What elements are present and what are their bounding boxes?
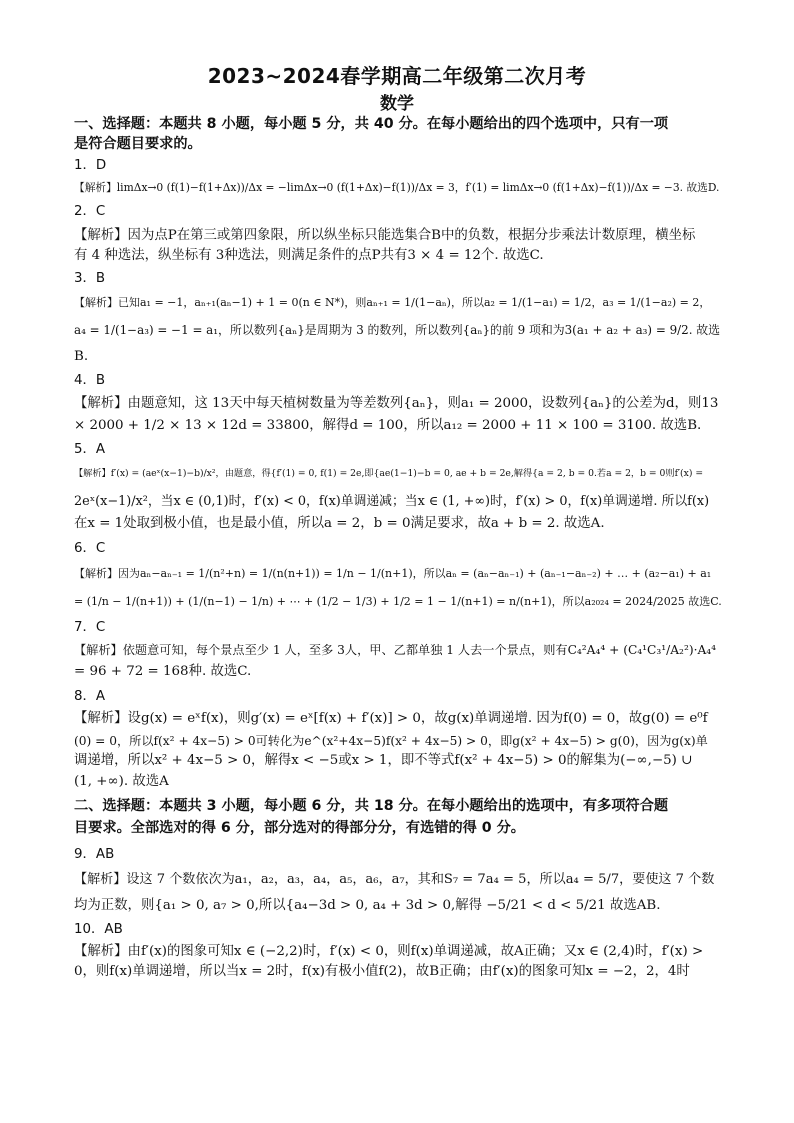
page-subtitle: 数学 [380,94,414,114]
page-title: 2023~2024春学期高二年级第二次月考 [207,64,587,88]
solution-text-line: 【解析】设g(x) = eˣf(x)，则g′(x) = eˣ[f(x) + f′(x)] > 0，故g(x)单调递增. 因为f(0) = 0，故g(0) = e⁰f [74,711,708,726]
solution-text-line: a₄ = 1/(1−a₃) = −1 = a₁，所以数列{aₙ}是周期为 3 的数列，所以数列{aₙ}的前 9 项和为3(a₁ + a₂ + a₃) = 9/2. 故选 [74,323,721,337]
solution-text-line: 【解析】由f′(x)的图象可知x ∈ (−2,2)时，f′(x) < 0，则f(x)单调递减，故A正确；又x ∈ (2,4)时，f′(x) > [74,944,704,959]
solution-text-line: 【解析】f′(x) = (aeˣ(x−1)−b)/x²，由题意，得{f′(1) = 0, f(1) = 2e,即{ae(1−1)−b = 0, ae + b = 2e,解得{a = 2, b = 0.若a = 2，b = 0则f′(x) = [74,468,704,479]
answer-number-line: 7．C [74,620,106,635]
answer-number-line: 4．B [74,373,106,388]
section-heading-line: 是符合题目要求的。 [74,136,202,152]
solution-text-line: 【解析】因为aₙ−aₙ₋₁ = 1/(n²+n) = 1/(n(n+1)) = 1/n − 1/(n+1)，所以aₙ = (aₙ−aₙ₋₁) + (aₙ₋₁−aₙ₋₂) + … + (a₂−a₁) + a₁ [74,567,712,580]
section-heading-line: 一、选择题：本题共 8 小题，每小题 5 分，共 40 分。在每小题给出的四个选项中，只有一项 [74,116,669,132]
solution-text-line: 0，则f(x)单调递增，所以当x = 2时，f(x)有极小值f(2)，故B正确；由f′(x)的图象可知x = −2，2，4时 [74,964,690,979]
solution-text-line: 2eˣ(x−1)/x²，当x ∈ (0,1)时，f′(x) < 0，f(x)单调递减；当x ∈ (1, +∞)时，f′(x) > 0，f(x)单调递增. 所以f(x) [74,494,710,509]
answer-number-line: 6．C [74,541,106,556]
solution-text-line: 【解析】依题意可知，每个景点至少 1 人，至多 3人，甲、乙都单独 1 人去一个景点，则有C₄²A₄⁴ + (C₄¹C₃¹/A₂²)·A₄⁴ [74,643,717,657]
answer-number-line: 3．B [74,271,106,286]
answer-number-line: 2．C [74,204,106,219]
solution-text-line: 均为正数，则{a₁ > 0, a₇ > 0,所以{a₄−3d > 0, a₄ + 3d > 0,解得 −5/21 < d < 5/21 故选AB. [74,898,661,913]
solution-text-line: 有 4 种选法，纵坐标有 3种选法，则满足条件的点P共有3 × 4 = 12个. 故选C. [74,248,544,263]
solution-text-line: 在x = 1处取到极小值，也是最小值，所以a = 2，b = 0满足要求，故a + b = 2. 故选A. [74,516,605,531]
solution-text-line: 【解析】设这 7 个数依次为a₁，a₂，a₃，a₄，a₅，a₆，a₇，其和S₇ = 7a₄ = 5，所以a₄ = 5/7，要使这 7 个数 [74,872,715,887]
answer-number-line: 9．AB [74,847,115,862]
solution-text-line: (0) = 0，所以f(x² + 4x−5) > 0可转化为e^(x²+4x−5)f(x² + 4x−5) > 0，即g(x² + 4x−5) > g(0)，因为g(x)单 [74,734,708,748]
solution-text-line: × 2000 + 1/2 × 13 × 12d = 33800，解得d = 100，所以a₁₂ = 2000 + 11 × 100 = 3100. 故选B. [74,418,702,433]
answer-number-line: 10．AB [74,922,123,937]
solution-text-line: = (1/n − 1/(n+1)) + (1/(n−1) − 1/n) + ⋯ + (1/2 − 1/3) + 1/2 = 1 − 1/(n+1) = n/(n+1)，所以a₂₀₂₄ = 2024/2025 故选C. [74,595,722,608]
solution-text-line: 【解析】因为点P在第三或第四象限，所以纵坐标只能选集合B中的负数，根据分步乘法计数原理，横坐标 [74,228,696,243]
answer-number-line: 1．D [74,158,107,173]
solution-text-line: 【解析】limΔx→0 (f(1)−f(1+Δx))/Δx = −limΔx→0 (f(1+Δx)−f(1))/Δx = 3，f′(1) = limΔx→0 (f(1+Δx)−f(1))/Δx = −3. 故选D. [74,181,720,194]
answer-number-line: 5．A [74,442,106,457]
solution-text-line: = 96 + 72 = 168种. 故选C. [74,664,252,679]
solution-text-line: 【解析】由题意知，这 13天中每天植树数量为等差数列{aₙ}，则a₁ = 2000，设数列{aₙ}的公差为d，则13 [74,396,719,411]
solution-text-line: B. [74,349,89,364]
solution-text-line: 调递增，所以x² + 4x−5 > 0，解得x < −5或x > 1，即不等式f(x² + 4x−5) > 0的解集为(−∞,−5) ∪ [74,753,693,768]
solution-text-line: 【解析】已知a₁ = −1，aₙ₊₁(aₙ−1) + 1 = 0(n ∈ N*)，则aₙ₊₁ = 1/(1−aₙ)，所以a₂ = 1/(1−a₁) = 1/2，a₃ = 1/(1−a₂) = 2， [74,296,711,309]
answer-number-line: 8．A [74,689,106,704]
section-heading-line: 二、选择题：本题共 3 小题，每小题 6 分，共 18 分。在每小题给出的选项中，有多项符合题 [74,798,669,814]
section-heading-line: 目要求。全部选对的得 6 分，部分选对的得部分分，有选错的得 0 分。 [74,820,525,836]
solution-text-line: (1, +∞). 故选A [74,774,169,789]
